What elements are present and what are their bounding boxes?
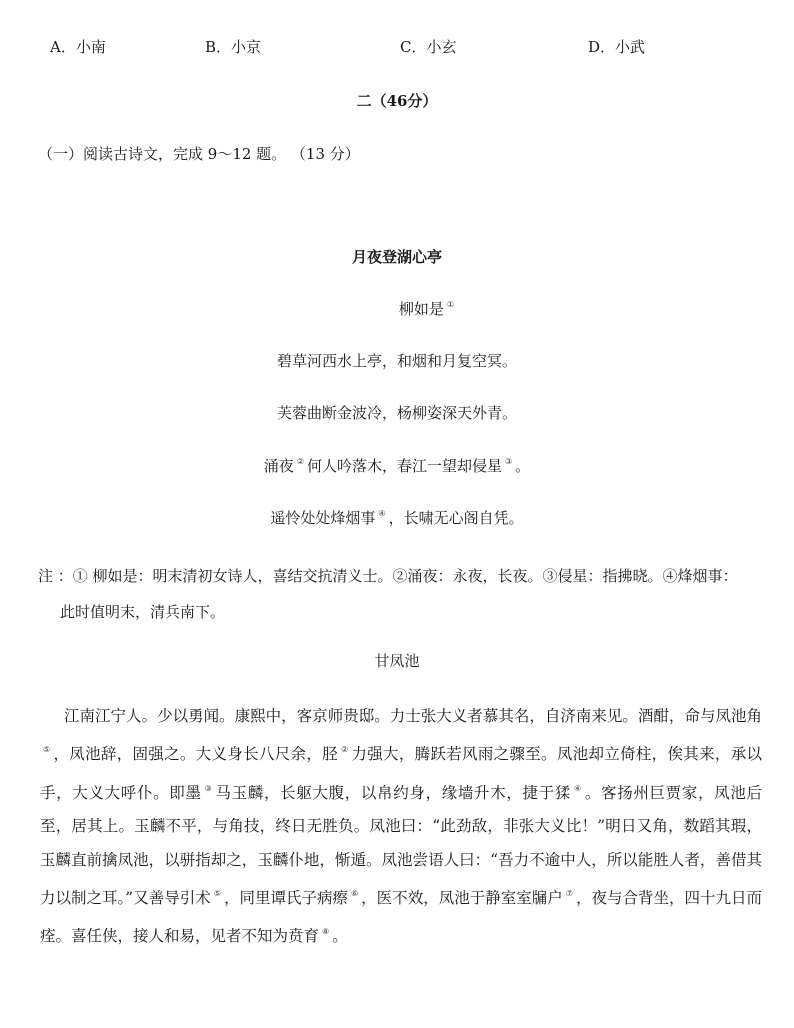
prose-text: 马玉麟，长躯大腹，以帛约身，缘墙升木，捷于猱: [215, 783, 572, 802]
poem-author: [0, 298, 794, 319]
poem-line-3-text-c: 。: [515, 457, 531, 475]
prose-text: ，凤池辞，固强之。大义身长八尺余，胫: [53, 745, 338, 764]
poem-line-4: [0, 507, 794, 528]
prose-text: 力强大，腾跃若风雨之骤至。凤池却立倚柱，俟其来，承以手，大义大呼仆。即墨: [40, 745, 762, 802]
prose-text: ，夜与合背坐，四十九日而痊。喜任侠，接人和易，见者不知为贲育: [40, 889, 762, 946]
poem-line-4-text-b: ，长啸无心阁自凭。: [388, 509, 524, 527]
poem-line-1: 碧草河西水上亭，和烟和月复空冥。: [276, 352, 517, 370]
prose-text: ，医不效，凤池于静室室牖户: [361, 889, 563, 908]
footnote-marker: ⑧: [322, 927, 330, 937]
poem-author-name: 柳如是: [398, 300, 444, 318]
poem-line-3-text-b: 何人吟落木，春江一望却侵星: [306, 457, 502, 475]
footnote-marker: ⑦: [565, 889, 573, 899]
option-a: A．小南: [50, 38, 106, 56]
footnote-marker: ①: [446, 300, 455, 309]
note-line-2: 此时值明末，清兵南下。: [60, 603, 226, 621]
footnote-marker: ⑤: [43, 745, 51, 755]
footnote-marker: ②: [296, 457, 304, 466]
prose-text: 。客扬州巨贾家，凤池后至，居其上。玉麟不平，与角技，终日无胜负。凤池曰：“此劲敌，非张大义比！”明日又角，数蹈其瑕，玉麟直前擒凤池，以骈指却之，玉麟仆地，惭遁。凤池尝语人曰：“吾力不逾中人，所以能胜人者，善借其力以制之耳。”又善导引术: [40, 783, 762, 908]
prose-title: 甘凤池: [374, 652, 420, 670]
footnote-marker: ③: [204, 783, 213, 793]
poem-line-3: [0, 455, 794, 476]
prose-text: 江南江宁人。少以勇闻。康熙中，客京师贵邸。力士张大义者慕其名，自济南来见。酒酣，命与凤池角: [64, 707, 762, 725]
note-line-1: 注 ：① 柳如是：明末清初女诗人，喜结交抗清义士。②涌夜：永夜，长夜。③侵星：指拂晓。④烽烟事：: [38, 567, 738, 585]
prose-passage: [40, 700, 762, 954]
subsection-instructions: （一）阅读古诗文，完成 9～12 题。 （13 分）: [38, 145, 360, 163]
poem-notes: [38, 558, 764, 630]
poem-line-4-text-a: 遥怜处处烽烟事: [270, 509, 376, 527]
answer-options: [0, 36, 794, 58]
poem-line-3-text-a: 涌夜: [263, 457, 294, 475]
poem-line-2: 芙蓉曲断金波冷，杨柳姿深天外青。: [276, 404, 517, 422]
prose-text: ，同里谭氏子病瘵: [223, 889, 348, 908]
option-d: D．小武: [588, 38, 646, 56]
footnote-marker: ⑤: [213, 889, 221, 899]
footnote-marker: ③: [505, 457, 513, 466]
section-title: 二（46分）: [356, 92, 438, 110]
option-c: C．小玄: [400, 38, 457, 56]
footnote-marker: ②: [340, 745, 349, 755]
footnote-marker: ④: [574, 783, 582, 793]
footnote-marker: ④: [378, 509, 386, 518]
prose-text: 。: [332, 927, 348, 946]
option-b: B．小京: [205, 38, 262, 56]
poem-title: 月夜登湖心亭: [351, 248, 442, 266]
footnote-marker: ⑥: [350, 889, 359, 899]
